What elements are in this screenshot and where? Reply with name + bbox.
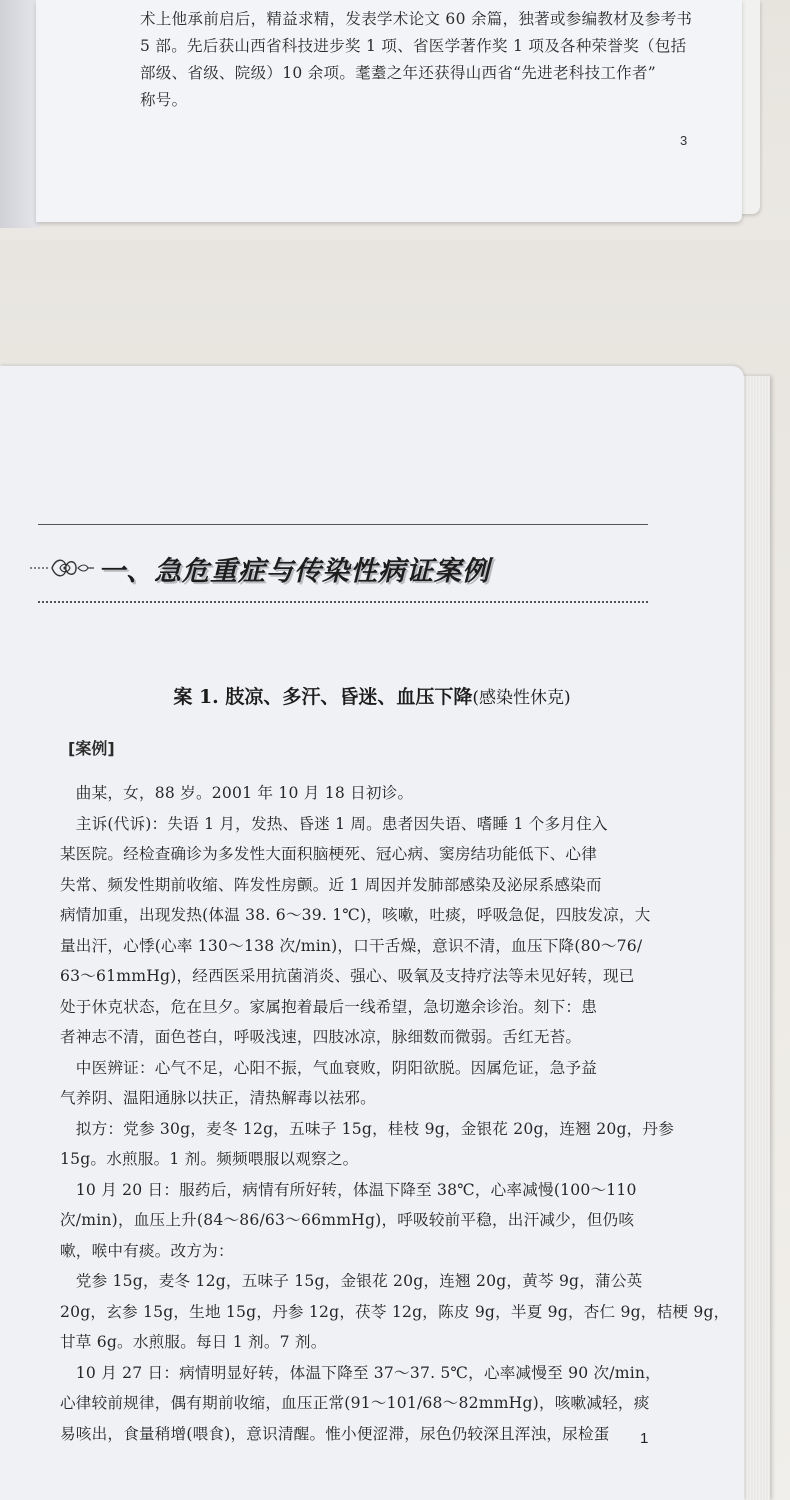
case-body-text-line: 某医院。经检查确诊为多发性大面积脑梗死、冠心病、窦房结功能低下、心律 bbox=[60, 845, 597, 863]
case-body-text-line: 15g。水煎服。1 剂。频频喂服以观察之。 bbox=[60, 1150, 359, 1168]
case-body-text-line: 主诉(代诉)：失语 1 月，发热、昏迷 1 周。患者因失语、嗜睡 1 个多月住入 bbox=[60, 814, 608, 833]
case-body-text-line: 量出汗，心悸(心率 130～138 次/min)，口干舌燥，意识不清，血压下降(80～76/ bbox=[60, 936, 643, 955]
previous-page-text-line: 5 部。先后获山西省科技进步奖 1 项、省医学著作奖 1 项及各种荣誉奖（包括 bbox=[140, 37, 687, 55]
case-body-text-line: 10 月 20 日：服药后，病情有所好转，体温下降至 38℃，心率减慢(100～110 bbox=[60, 1180, 637, 1199]
chapter-heading bbox=[30, 546, 650, 590]
case-body-text-line: 次/min)，血压上升(84～86/63～66mmHg)，呼吸较前平稳，出汗减少，但仍咳 bbox=[60, 1211, 635, 1229]
case-body-text-line: 心律较前规律，偶有期前收缩，血压正常(91～101/68～82mmHg)，咳嗽减轻，痰 bbox=[60, 1394, 650, 1412]
case-body-text-line: 病情加重，出现发热(体温 38. 6～39. 1℃)，咳嗽，吐痰，呼吸急促，四肢发凉，大 bbox=[60, 906, 651, 924]
chapter-rule-top bbox=[38, 524, 648, 525]
page-number: 1 bbox=[640, 1430, 649, 1447]
previous-page-text bbox=[140, 6, 720, 114]
case-title-sub: (感染性休克) bbox=[472, 688, 571, 708]
running-head bbox=[560, 416, 710, 424]
previous-page-text-line: 部级、省级、院级）10 余项。耄耋之年还获得山西省“先进老科技工作者” bbox=[140, 64, 657, 82]
case-title-main: 案 1. 肢凉、多汗、昏迷、血压下降 bbox=[173, 686, 473, 708]
case-body-text-line: 气养阴、温阳通脉以扶正，清热解毒以祛邪。 bbox=[60, 1089, 376, 1107]
case-body-text-line: 党参 15g，麦冬 12g，五味子 15g，金银花 20g，连翘 20g，黄芩 9g，蒲公英 bbox=[60, 1272, 643, 1290]
current-page bbox=[0, 366, 744, 1500]
case-body-text-line: 者神志不清，面色苍白，呼吸浅速，四肢冰凉，脉细数而微弱。舌红无苔。 bbox=[60, 1028, 582, 1046]
case-body-text bbox=[60, 778, 730, 1449]
case-body-text-line: 处于休克状态，危在旦夕。家属抱着最后一线希望，急切邀余诊治。刻下：患 bbox=[60, 997, 597, 1016]
previous-page-area bbox=[0, 0, 790, 240]
case-body-text-line: 10 月 27 日：病情明显好转，体温下降至 37～37. 5℃，心率减慢至 90 次/min， bbox=[60, 1363, 661, 1382]
case-body-text-line: 中医辨证：心气不足，心阳不振，气血衰败，阴阳欲脱。因属危证，急予益 bbox=[60, 1058, 597, 1077]
chapter-rule-bottom bbox=[38, 601, 648, 603]
case-body-text-line: 63～61mmHg)，经西医采用抗菌消炎、强心、吸氧及支持疗法等未见好转，现已 bbox=[60, 967, 635, 985]
case-body-text-line: 易咳出，食量稍增(喂食)，意识清醒。惟小便涩滞，尿色仍较深且浑浊，尿检蛋 bbox=[60, 1424, 610, 1443]
case-body-text-line: 曲某，女，88 岁。2001 年 10 月 18 日初诊。 bbox=[60, 784, 414, 802]
previous-page-number: 3 bbox=[680, 133, 688, 148]
page-gutter-shadow bbox=[0, 0, 40, 228]
previous-page-text-line: 术上他承前启后，精益求精，发表学术论文 60 余篇，独著或参编教材及参考书 bbox=[140, 10, 693, 28]
case-body-text-line: 嗽，喉中有痰。改方为： bbox=[60, 1241, 234, 1260]
section-label: [案例] bbox=[68, 739, 115, 758]
case-body-text-line: 失常、频发性期前收缩、阵发性房颤。近 1 周因并发肺部感染及泌尿系感染而 bbox=[60, 875, 602, 894]
floral-ornament-icon bbox=[30, 553, 94, 583]
case-body-text-line: 甘草 6g。水煎服。每日 1 剂。7 剂。 bbox=[60, 1333, 327, 1351]
case-body-text-line: 20g，玄参 15g，生地 15g，丹参 12g，茯苓 12g，陈皮 9g，半夏 9g，杏仁 9g，桔梗 9g， bbox=[60, 1302, 730, 1321]
previous-page-text-line: 称号。 bbox=[140, 91, 188, 109]
previous-page bbox=[36, 0, 742, 222]
chapter-title: 一、急危重症与传染性病证案例 bbox=[98, 555, 490, 587]
case-title bbox=[0, 682, 744, 709]
case-body-text-line: 拟方：党参 30g，麦冬 12g，五味子 15g，桂枝 9g，金银花 20g，连翘 20g，丹参 bbox=[60, 1119, 675, 1138]
